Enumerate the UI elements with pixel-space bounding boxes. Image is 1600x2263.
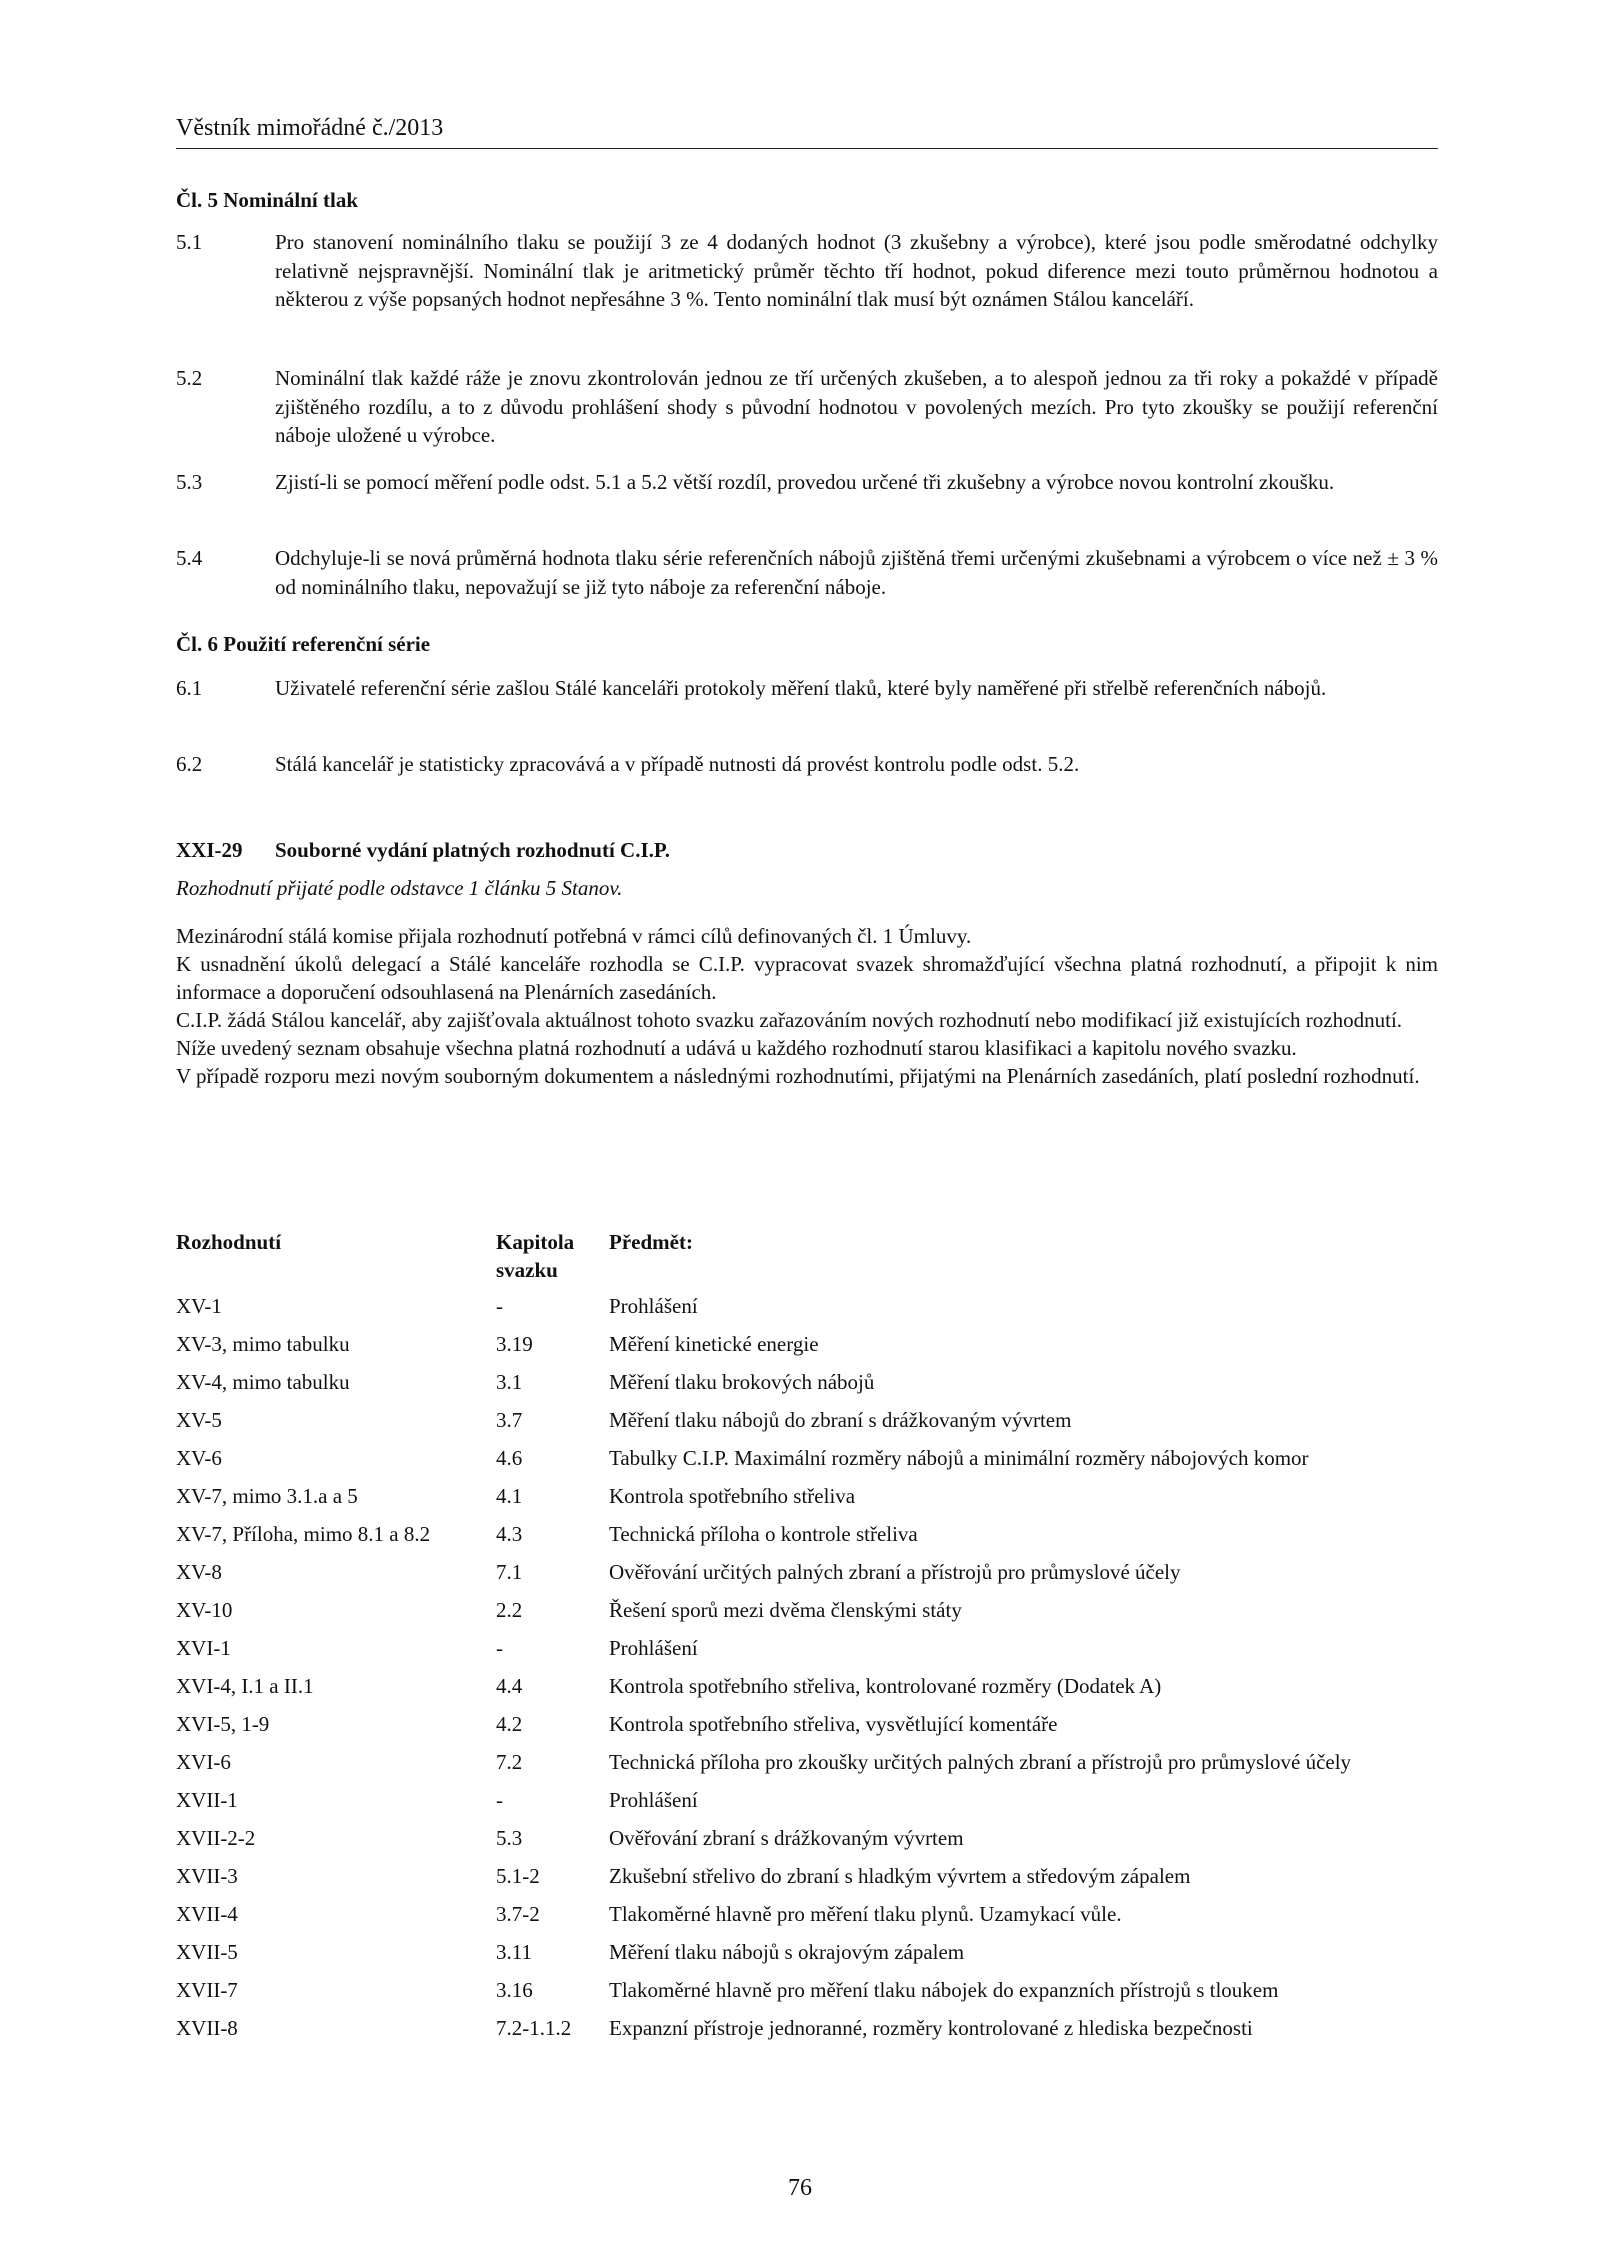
decision-title: Souborné vydání platných rozhodnutí C.I.P. — [275, 838, 671, 862]
chapter-cell: 4.6 — [496, 1446, 523, 1470]
para-number: 6.1 — [176, 676, 203, 700]
para-5-4 — [176, 544, 1438, 601]
intro-paragraph: Níže uvedený seznam obsahuje všechna platná rozhodnutí a udává u každého rozhodnutí starou klasifikaci a kapitolu nového svazku. — [176, 1036, 1297, 1060]
article-6 — [176, 630, 1438, 658]
decision-cell: XVI-5, 1-9 — [176, 1712, 270, 1736]
header-subject: Předmět: — [609, 1230, 693, 1254]
subject-cell: Kontrola spotřebního střeliva — [609, 1484, 856, 1508]
decision-cell: XV-10 — [176, 1598, 233, 1622]
para-6-1 — [176, 674, 1438, 703]
table-row — [176, 1292, 1438, 1330]
table-row — [176, 1596, 1438, 1634]
chapter-cell: - — [496, 1788, 503, 1812]
chapter-cell: 3.19 — [496, 1332, 533, 1356]
decision-cell: XV-5 — [176, 1408, 222, 1432]
decision-heading — [176, 836, 1438, 864]
table-row — [176, 1672, 1438, 1710]
chapter-cell: 4.4 — [496, 1674, 523, 1698]
table-row — [176, 2014, 1438, 2052]
decision-cell: XVI-1 — [176, 1636, 231, 1660]
table-row — [176, 1444, 1438, 1482]
subject-cell: Tlakoměrné hlavně pro měření tlaku plynů. Uzamykací vůle. — [609, 1902, 1122, 1926]
table-row — [176, 1748, 1438, 1786]
decision-cell: XV-6 — [176, 1446, 222, 1470]
decision-cell: XV-7, Příloha, mimo 8.1 a 8.2 — [176, 1522, 431, 1546]
table-row — [176, 1976, 1438, 2014]
para-number: 5.3 — [176, 470, 203, 494]
table-row — [176, 1862, 1438, 1900]
decision-code: XXI-29 — [176, 838, 243, 862]
para-text: Stálá kancelář je statisticky zpracovává a v případě nutnosti dá provést kontrolu podle odst. 5.2. — [275, 752, 1080, 776]
article-5-heading: Čl. 5 Nominální tlak — [176, 188, 359, 212]
para-5-1 — [176, 228, 1438, 314]
decision-cell: XVII-1 — [176, 1788, 238, 1812]
decision-cell: XVI-4, I.1 a II.1 — [176, 1674, 314, 1698]
chapter-cell: - — [496, 1636, 503, 1660]
table-header-row — [176, 1228, 1438, 1292]
para-text: Zjistí-li se pomocí měření podle odst. 5.1 a 5.2 větší rozdíl, provedou určené tři zkušebny a výrobce novou kontrolní zkoušku. — [275, 470, 1335, 494]
header-chapter: Kapitola svazku — [496, 1230, 575, 1282]
para-number: 6.2 — [176, 752, 203, 776]
chapter-cell: - — [496, 1294, 503, 1318]
subject-cell: Tlakoměrné hlavně pro měření tlaku nábojek do expanzních přístrojů s tloukem — [609, 1978, 1279, 2002]
table-row — [176, 1634, 1438, 1672]
decision-cell: XVII-4 — [176, 1902, 238, 1926]
intro-paragraph: Mezinárodní stálá komise přijala rozhodnutí potřebná v rámci cílů definovaných čl. 1 Úmluvy. — [176, 924, 972, 948]
table-row — [176, 1938, 1438, 1976]
para-text: Odchyluje-li se nová průměrná hodnota tlaku série referenčních nábojů zjištěná třemi určenými zkušebnami a výrobcem o více než ± 3 % od nominálního tlaku, nepovažují se již tyto náboje za referenční náboje. — [275, 546, 1438, 599]
chapter-cell: 4.3 — [496, 1522, 523, 1546]
subject-cell: Kontrola spotřebního střeliva, kontrolované rozměry (Dodatek A) — [609, 1674, 1162, 1698]
table-row — [176, 1710, 1438, 1748]
subject-cell: Tabulky C.I.P. Maximální rozměry nábojů a minimální rozměry nábojových komor — [609, 1446, 1309, 1470]
para-text: Uživatelé referenční série zašlou Stálé kanceláři protokoly měření tlaků, které byly naměřené při střelbě referenčních nábojů. — [275, 676, 1327, 700]
decision-cell: XVII-2-2 — [176, 1826, 256, 1850]
table-row — [176, 1900, 1438, 1938]
subject-cell: Měření tlaku nábojů s okrajovým zápalem — [609, 1940, 965, 1964]
subject-cell: Technická příloha o kontrole střeliva — [609, 1522, 918, 1546]
decision-cell: XV-3, mimo tabulku — [176, 1332, 350, 1356]
table-row — [176, 1558, 1438, 1596]
para-number: 5.1 — [176, 230, 203, 254]
subject-cell: Zkušební střelivo do zbraní s hladkým vývrtem a středovým zápalem — [609, 1864, 1191, 1888]
subject-cell: Měření tlaku nábojů do zbraní s drážkovaným vývrtem — [609, 1408, 1072, 1432]
para-number: 5.2 — [176, 366, 203, 390]
subject-cell: Kontrola spotřebního střeliva, vysvětlující komentáře — [609, 1712, 1058, 1736]
intro-paragraph: V případě rozporu mezi novým souborným dokumentem a následnými rozhodnutími, přijatými na Plenárních zasedáních, platí poslední rozhodnutí. — [176, 1064, 1420, 1088]
table-row — [176, 1824, 1438, 1862]
table-row — [176, 1520, 1438, 1558]
decision-cell: XV-4, mimo tabulku — [176, 1370, 350, 1394]
subject-cell: Řešení sporů mezi dvěma členskými státy — [609, 1598, 962, 1622]
chapter-cell: 3.11 — [496, 1940, 532, 1964]
decisions-table — [176, 1228, 1438, 2052]
decision-cell: XV-7, mimo 3.1.a a 5 — [176, 1484, 358, 1508]
decision-cell: XVII-7 — [176, 1978, 238, 2002]
chapter-cell: 3.16 — [496, 1978, 533, 2002]
subject-cell: Technická příloha pro zkoušky určitých palných zbraní a přístrojů pro průmyslové účely — [609, 1750, 1352, 1774]
chapter-cell: 5.1-2 — [496, 1864, 540, 1888]
subject-cell: Expanzní přístroje jednoranné, rozměry kontrolované z hlediska bezpečnosti — [609, 2016, 1253, 2040]
chapter-cell: 3.7 — [496, 1408, 523, 1432]
decision-subtitle: Rozhodnutí přijaté podle odstavce 1 článku 5 Stanov. — [176, 876, 623, 900]
decision-cell: XVI-6 — [176, 1750, 231, 1774]
subject-cell: Měření kinetické energie — [609, 1332, 819, 1356]
decision-cell: XVII-3 — [176, 1864, 238, 1888]
table-row — [176, 1368, 1438, 1406]
decision-cell: XVII-5 — [176, 1940, 238, 1964]
page-number: 76 — [788, 2175, 812, 2201]
subject-cell: Prohlášení — [609, 1294, 698, 1318]
article-5 — [176, 186, 1438, 214]
header-decision: Rozhodnutí — [176, 1230, 282, 1254]
subject-cell: Prohlášení — [609, 1636, 698, 1660]
table-row — [176, 1406, 1438, 1444]
para-text: Pro stanovení nominálního tlaku se použijí 3 ze 4 dodaných hodnot (3 zkušebny a výrobce), které jsou podle směrodatné odchylky relativně nejspravnější. Nominální tlak je aritmetický průměr těchto tří hodnot, pokud diference mezi touto průměrnou hodnotou a některou z výše popsaných hodnot nepřesáhne 3 %. Tento nominální tlak musí být oznámen Stálou kanceláří. — [275, 230, 1438, 311]
chapter-cell: 3.7-2 — [496, 1902, 540, 1926]
para-5-3 — [176, 468, 1438, 497]
page-header: Věstník mimořádné č./2013 — [176, 114, 1438, 149]
chapter-cell: 7.2 — [496, 1750, 523, 1774]
table-row — [176, 1786, 1438, 1824]
article-6-heading: Čl. 6 Použití referenční série — [176, 632, 431, 656]
decision-cell: XV-1 — [176, 1294, 222, 1318]
chapter-cell: 4.1 — [496, 1484, 523, 1508]
chapter-cell: 7.1 — [496, 1560, 523, 1584]
chapter-cell: 5.3 — [496, 1826, 523, 1850]
decisions-table-wrap — [176, 1228, 1438, 2052]
subject-cell: Prohlášení — [609, 1788, 698, 1812]
chapter-cell: 7.2-1.1.2 — [496, 2016, 572, 2040]
para-number: 5.4 — [176, 546, 203, 570]
table-row — [176, 1482, 1438, 1520]
subject-cell: Měření tlaku brokových nábojů — [609, 1370, 875, 1394]
intro-paragraph: K usnadnění úkolů delegací a Stálé kanceláře rozhodla se C.I.P. vypracovat svazek shromažďující všechna platná rozhodnutí, a připojit k nim informace a doporučení odsouhlasená na Plenárních zasedáních. — [176, 952, 1438, 1004]
decision-cell: XVII-8 — [176, 2016, 238, 2040]
chapter-cell: 2.2 — [496, 1598, 523, 1622]
subject-cell: Ověřování určitých palných zbraní a přístrojů pro průmyslové účely — [609, 1560, 1181, 1584]
para-5-2 — [176, 364, 1438, 450]
decision-cell: XV-8 — [176, 1560, 222, 1584]
table-row — [176, 1330, 1438, 1368]
chapter-cell: 3.1 — [496, 1370, 523, 1394]
chapter-cell: 4.2 — [496, 1712, 523, 1736]
intro-paragraph: C.I.P. žádá Stálou kancelář, aby zajišťovala aktuálnost tohoto svazku zařazováním nových rozhodnutí nebo modifikací již existujících rozhodnutí. — [176, 1008, 1403, 1032]
decision-intro — [176, 922, 1438, 1090]
para-text: Nominální tlak každé ráže je znovu zkontrolován jednou ze tří určených zkušeben, a to alespoň jednou za tři roky a pokaždé v případě zjištěného rozdílu, a to z důvodu prohlášení shody s původní hodnotou v povolených mezích. Pro tyto zkoušky se použijí referenční náboje uložené u výrobce. — [275, 366, 1438, 447]
para-6-2 — [176, 750, 1438, 779]
subject-cell: Ověřování zbraní s drážkovaným vývrtem — [609, 1826, 964, 1850]
